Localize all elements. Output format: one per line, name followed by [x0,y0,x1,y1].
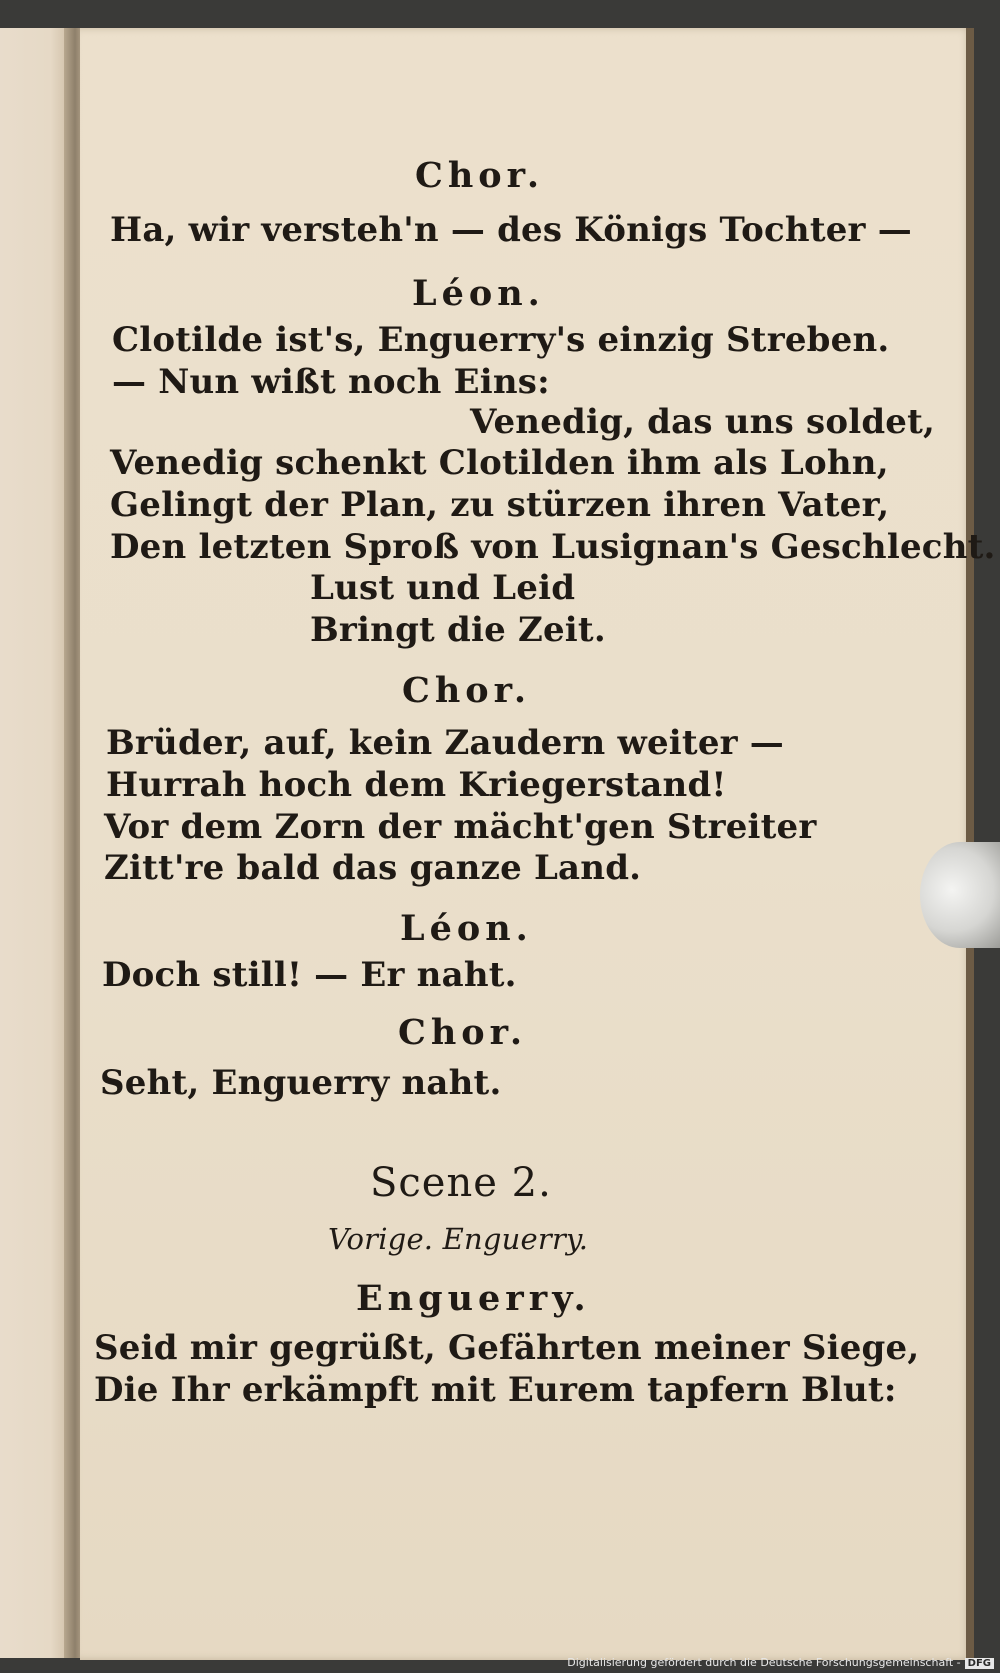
text-line: Ha, wir versteh'n — des Königs Tochter — [110,210,912,250]
text-line: Den letzten Sproß von Lusignan's Geschlecht. [110,527,996,567]
text-line: Gelingt der Plan, zu stürzen ihren Vater, [110,485,890,525]
text-line: Vor dem Zorn der mächt'gen Streiter [104,807,817,847]
speaker-heading: Chor. [398,1012,528,1053]
text-line: Seht, Enguerry naht. [100,1063,502,1103]
text-line: Venedig, das uns soldet, [470,402,936,442]
text-line: Die Ihr erkämpft mit Eurem tapfern Blut: [94,1370,897,1410]
text-line: Zitt're bald das ganze Land. [104,848,642,888]
page-clip [920,842,1000,948]
speaker-heading: Chor. [415,155,545,196]
text-line: Venedig schenkt Clotilden ihm als Lohn, [110,443,889,483]
dfg-logo: DFG [965,1658,994,1669]
digitization-credit [567,1656,994,1669]
text-line: Brüder, auf, kein Zaudern weiter — [106,723,785,763]
text-line: — Nun wißt noch Eins: [112,362,550,402]
text-line: Lust und Leid [310,568,576,608]
text-line: Clotilde ist's, Enguerry's einzig Streben. [112,320,890,360]
text-line: Seid mir gegrüßt, Gefährten meiner Siege, [94,1328,920,1368]
text-line: Bringt die Zeit. [310,610,606,650]
speaker-heading: Chor. [402,670,532,711]
speaker-heading: Léon. [412,273,545,314]
speaker-heading: Enguerry. [356,1278,591,1319]
speaker-heading: Léon. [400,908,533,949]
stage-direction: Vorige. Enguerry. [328,1222,589,1256]
credit-text: Digitalisierung gefördert durch die Deutsche Forschungsgemeinschaft - [567,1656,961,1669]
text-line: Hurrah hoch dem Kriegerstand! [106,765,727,805]
facing-page-edge [0,28,72,1658]
text-line: Doch still! — Er naht. [102,955,517,995]
scene-heading: Scene 2. [370,1160,552,1206]
